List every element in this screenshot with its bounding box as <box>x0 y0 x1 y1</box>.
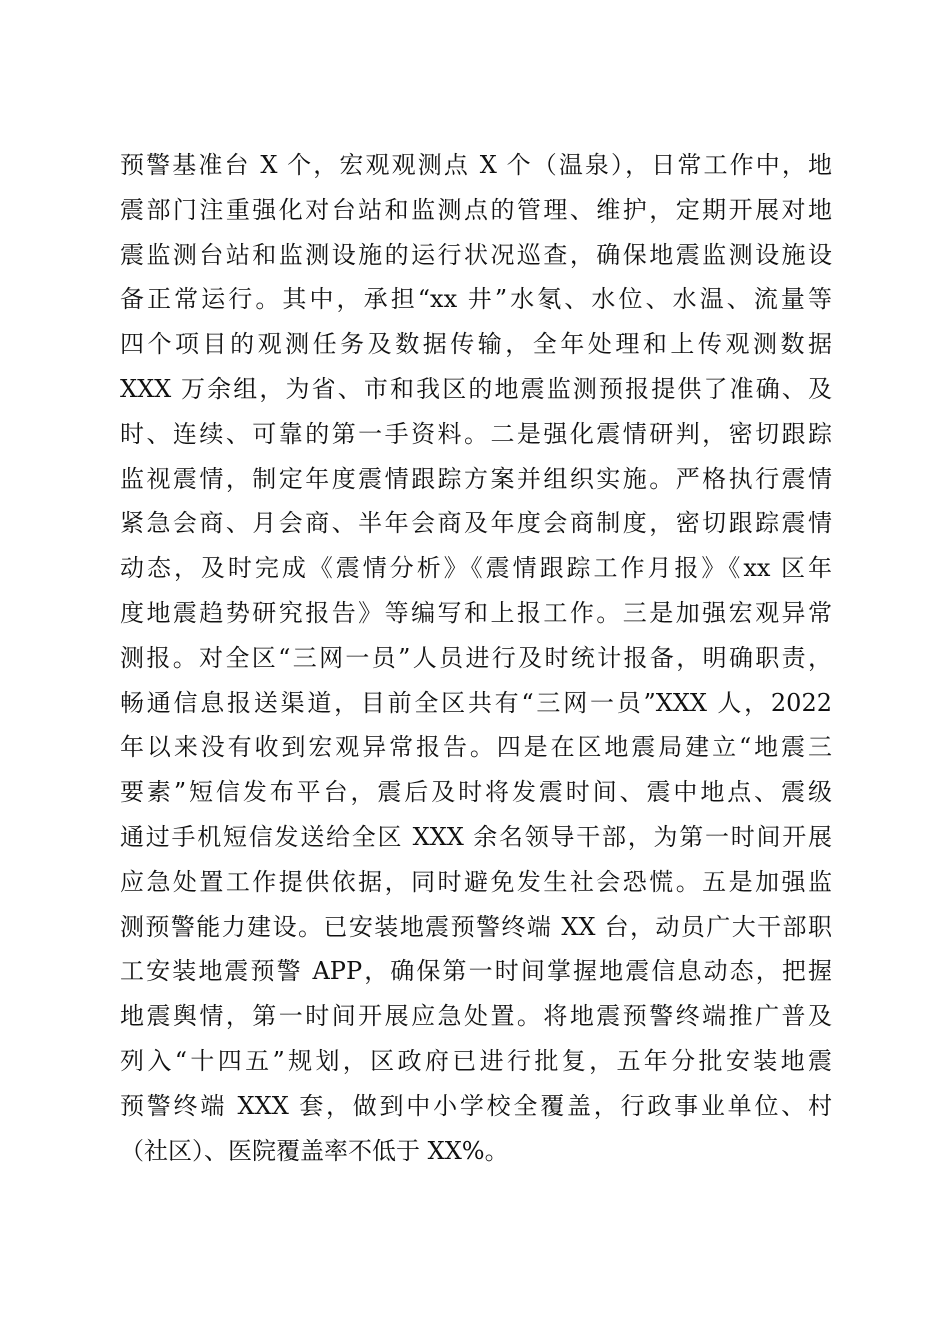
body-paragraph <box>120 143 832 1173</box>
paragraph-line-23: （社区）、医院覆盖率不低于 XX%。 <box>120 1136 509 1165</box>
paragraph-line-11: 度地震趋势研究报告》等编写和上报工作。三是加强宏观异常 <box>120 598 832 627</box>
paragraph-line-10: 动态，及时完成《震情分析》《震情跟踪工作月报》《xx 区年 <box>120 554 832 583</box>
paragraph-line-21: 列入“十四五”规划，区政府已进行批复，五年分批安装地震 <box>120 1046 832 1075</box>
paragraph-line-18: 测预警能力建设。已安装地震预警终端 XX 台，动员广大干部职 <box>120 912 832 941</box>
paragraph-line-13: 畅通信息报送渠道，目前全区共有“三网一员”XXX 人，2022 <box>120 688 832 717</box>
paragraph-line-15: 要素”短信发布平台，震后及时将发震时间、震中地点、震级 <box>120 778 832 807</box>
paragraph-line-14: 年以来没有收到宏观异常报告。四是在区地震局建立“地震三 <box>120 733 832 762</box>
paragraph-line-17: 应急处置工作提供依据，同时避免发生社会恐慌。五是加强监 <box>120 867 832 896</box>
paragraph-line-12: 测报。对全区“三网一员”人员进行及时统计报备，明确职责， <box>120 643 832 672</box>
paragraph-line-9: 紧急会商、月会商、半年会商及年度会商制度，密切跟踪震情 <box>120 509 832 538</box>
paragraph-line-4: 备正常运行。其中，承担“xx 井”水氡、水位、水温、流量等 <box>120 285 832 314</box>
paragraph-line-20: 地震舆情，第一时间开展应急处置。将地震预警终端推广普及 <box>120 1002 832 1031</box>
paragraph-line-8: 监视震情，制定年度震情跟踪方案并组织实施。严格执行震情 <box>120 464 832 493</box>
paragraph-line-5: 四个项目的观测任务及数据传输，全年处理和上传观测数据 <box>120 330 832 359</box>
paragraph-line-3: 震监测台站和监测设施的运行状况巡查，确保地震监测设施设 <box>120 240 832 269</box>
paragraph-line-1: 预警基准台 X 个，宏观观测点 X 个（温泉），日常工作中，地 <box>120 151 832 179</box>
paragraph-line-16: 通过手机短信发送给全区 XXX 余名领导干部，为第一时间开展 <box>120 822 832 851</box>
paragraph-line-6: XXX 万余组，为省、市和我区的地震监测预报提供了准确、及 <box>120 374 832 403</box>
paragraph-line-22: 预警终端 XXX 套，做到中小学校全覆盖，行政事业单位、村 <box>120 1091 832 1120</box>
paragraph-line-2: 震部门注重强化对台站和监测点的管理、维护，定期开展对地 <box>120 195 832 224</box>
paragraph-line-7: 时、连续、可靠的第一手资料。二是强化震情研判，密切跟踪 <box>120 419 832 448</box>
paragraph-line-19: 工安装地震预警 APP，确保第一时间掌握地震信息动态，把握 <box>120 957 832 986</box>
